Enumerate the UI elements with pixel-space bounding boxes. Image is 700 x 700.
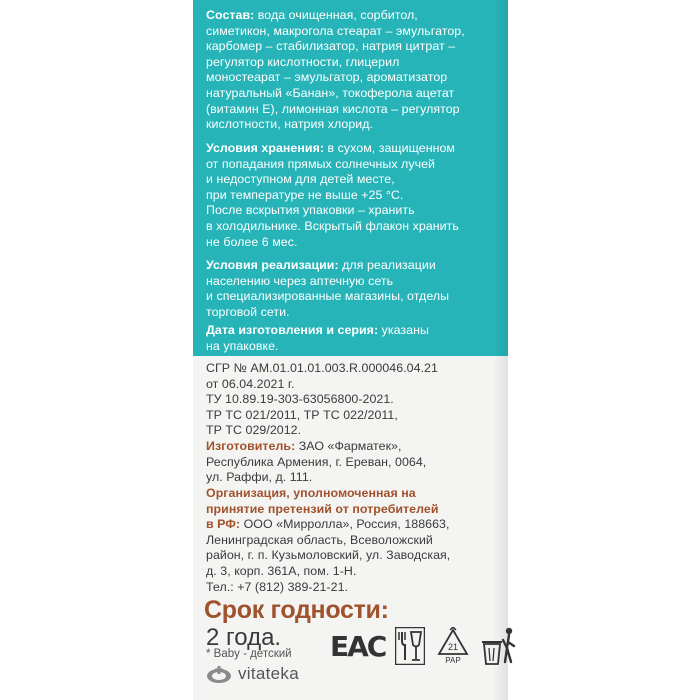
storage-line: в сухом, защищенном <box>324 141 455 155</box>
organization-line: район, г. п. Кузьмоловский, ул. Заводская, <box>206 548 451 563</box>
organization-line: ООО «Мирролла», Россия, 188663, <box>240 517 450 532</box>
sale-line: для реализации <box>338 258 436 272</box>
sale-line: населению через аптечную сеть <box>206 273 394 288</box>
certificate-line: ТУ 10.89.19-303-63056800-2021. <box>206 392 394 407</box>
background-left <box>0 0 193 700</box>
sale-section <box>206 258 496 320</box>
storage-line: и недоступном для детей месте, <box>206 172 395 187</box>
logo-icon <box>206 664 232 684</box>
organization-line: Тел.: +7 (812) 389-21-21. <box>206 579 349 594</box>
manufacturer-line: ул. Раффи, д. 111. <box>206 470 313 485</box>
sale-label: Условия реализации: <box>206 258 339 272</box>
certificates-section <box>206 361 496 439</box>
organization-line: Ленинградская область, Всеволожский <box>206 532 433 547</box>
storage-line: не более 6 мес. <box>206 234 298 249</box>
manufacture-date-section <box>206 323 496 354</box>
vitateka-logo <box>206 664 299 684</box>
footnote: * Baby - детский <box>206 648 292 660</box>
storage-line: После вскрытия упаковки – хранить <box>206 203 415 218</box>
manufacturer-section <box>206 439 496 486</box>
composition-line: карбомер – стабилизатор, натрия цитрат – <box>206 39 456 54</box>
organization-label: принятие претензий от потребителей <box>206 501 439 516</box>
organization-line: д. 3, корп. 361А, пом. 1-Н. <box>206 563 357 578</box>
manufacturer-line: ЗАО «Фарматек», <box>295 439 402 453</box>
logo-text: vitateka <box>238 664 299 683</box>
certificate-line: СГР № AM.01.01.01.003.R.000046.04.21 <box>206 361 438 375</box>
manufacture-date-line: указаны <box>378 323 429 337</box>
composition-line: моностеарат – эмульгатор, ароматизатор <box>206 70 448 85</box>
manufacture-date-line: на упаковке. <box>206 338 279 353</box>
organization-label: в РФ: <box>206 517 241 532</box>
certification-marks <box>330 626 517 666</box>
storage-section <box>206 141 496 250</box>
certificate-line: ТР ТС 021/2011, ТР ТС 022/2011, <box>206 407 398 422</box>
composition-line: вода очищенная, сорбитол, <box>254 8 418 22</box>
certificate-line: от 06.04.2021 г. <box>206 376 295 391</box>
storage-line: в холодильнике. Вскрытый флакон хранить <box>206 218 459 233</box>
recycle-number: 21 <box>448 642 459 652</box>
eac-mark: EAC <box>330 629 386 663</box>
storage-label: Условия хранения: <box>206 141 325 155</box>
expiry-value: 2 года. <box>206 624 282 651</box>
food-contact-icon <box>395 627 425 665</box>
trash-bin-person-icon <box>481 626 517 666</box>
sale-line: торговой сети. <box>206 304 290 319</box>
composition-line: (витамин Е), лимонная кислота – регулятор <box>206 101 460 116</box>
manufacture-date-label: Дата изготовления и серия: <box>206 323 379 337</box>
storage-line: при температуре не выше +25 °С. <box>206 187 404 202</box>
sale-line: и специализированные магазины, отделы <box>206 289 450 304</box>
recycle-code: PAP <box>445 656 462 665</box>
composition-line: симетикон, макрогола стеарат – эмульгатор, <box>206 23 465 38</box>
organization-section <box>206 486 496 595</box>
composition-line: регулятор кислотности, глицерил <box>206 54 400 69</box>
certificate-line: ТР ТС 029/2012. <box>206 423 302 438</box>
recycle-icon <box>435 627 471 665</box>
manufacturer-line: Республика Армения, г. Ереван, 0064, <box>206 454 427 469</box>
composition-line: натуральный «Банан», токоферола ацетат <box>206 85 455 100</box>
organization-label: Организация, уполномоченная на <box>206 486 416 500</box>
manufacturer-label: Изготовитель: <box>206 439 296 453</box>
storage-line: от попадания прямых солнечных лучей <box>206 156 435 171</box>
expiry-title: Срок годности: <box>204 596 389 624</box>
composition-line: кислотности, натрия хлорид. <box>206 117 374 132</box>
composition-section <box>206 8 496 133</box>
background-right <box>508 0 700 700</box>
composition-label: Состав: <box>206 8 255 22</box>
